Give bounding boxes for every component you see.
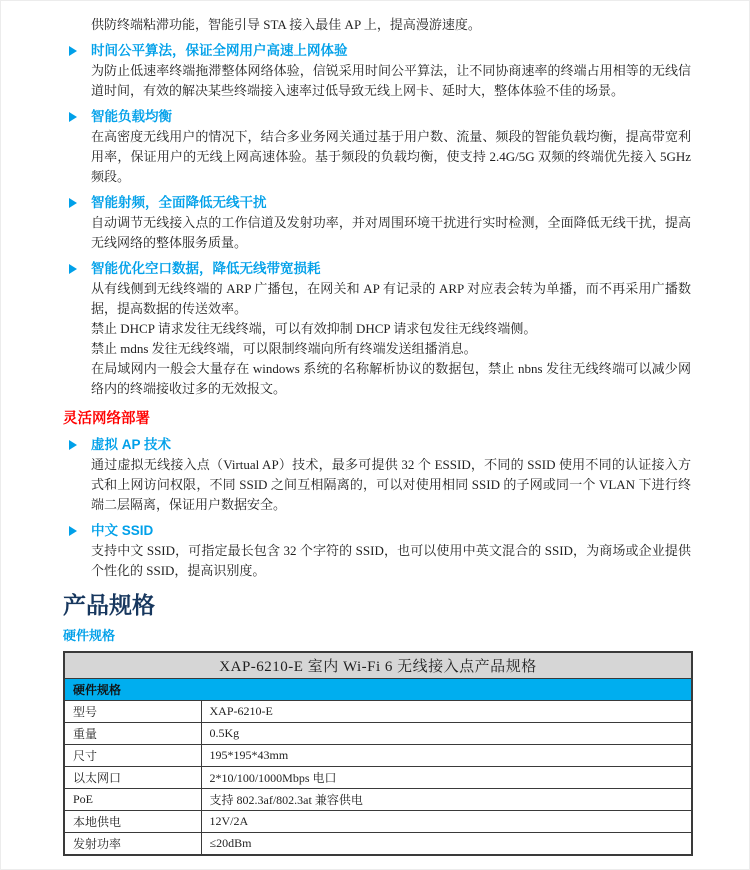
- arrow-bullet-icon: [69, 46, 77, 56]
- table-row: [64, 811, 692, 833]
- feature-heading: 中文 SSID: [91, 523, 154, 538]
- table-row: [64, 745, 692, 767]
- feature-heading: 智能射频，全面降低无线干扰: [91, 195, 267, 210]
- spec-label: 型号: [64, 701, 201, 723]
- feature-body: [63, 541, 691, 581]
- intro-paragraph-block: [63, 15, 691, 35]
- feature-heading: 智能优化空口数据，降低无线带宽损耗: [91, 261, 321, 276]
- feature-body: [63, 279, 691, 399]
- document-content: [1, 1, 749, 856]
- feature-heading: 虚拟 AP 技术: [91, 437, 172, 452]
- subsection-title-hardware-specs: 硬件规格: [63, 628, 116, 643]
- table-section-header: 硬件规格: [64, 679, 692, 701]
- spec-label: 以太网口: [64, 767, 201, 789]
- spec-value: 0.5Kg: [201, 723, 692, 745]
- feature-heading-row: [69, 521, 691, 541]
- feature-body: [63, 127, 691, 187]
- spec-label: PoE: [64, 789, 201, 811]
- table-row: [64, 833, 692, 856]
- feature-body: [63, 455, 691, 515]
- section-title-flexible-deployment: 灵活网络部署: [63, 411, 150, 427]
- spec-value: XAP-6210-E: [201, 701, 692, 723]
- feature-body: [63, 213, 691, 253]
- arrow-bullet-icon: [69, 112, 77, 122]
- table-row: [64, 789, 692, 811]
- table-title: XAP-6210-E 室内 Wi-Fi 6 无线接入点产品规格: [64, 652, 692, 679]
- feature-section: [63, 41, 691, 101]
- table-row: [64, 723, 692, 745]
- feature-paragraph: 禁止 mdns 发往无线终端，可以限制终端向所有终端发送组播消息。: [91, 341, 477, 356]
- feature-section: [63, 193, 691, 253]
- table-row: [64, 701, 692, 723]
- spec-value: 195*195*43mm: [201, 745, 692, 767]
- arrow-bullet-icon: [69, 526, 77, 536]
- intro-paragraph: 供防终端粘滞功能，智能引导 STA 接入最佳 AP 上，提高漫游速度。: [91, 17, 481, 32]
- feature-body: [63, 61, 691, 101]
- spec-value: 2*10/100/1000Mbps 电口: [201, 767, 692, 789]
- table-row: [64, 767, 692, 789]
- spec-label: 重量: [64, 723, 201, 745]
- arrow-bullet-icon: [69, 198, 77, 208]
- feature-section: [63, 259, 691, 399]
- feature-paragraph: 通过虚拟无线接入点（Virtual AP）技术，最多可提供 32 个 ESSID，不同的 SSID 使用不同的认证接入方式和上网访问权限，不同 SSID 之间互相隔离的，可以对使用相同 SSID 的子网或同一个 VLAN 下进行终端二层隔离，保证用户数据安全。: [91, 457, 691, 512]
- feature-section: [63, 107, 691, 187]
- table-section-row: [64, 679, 692, 701]
- feature-paragraph: 支持中文 SSID，可指定最长包含 32 个字符的 SSID，也可以使用中英文混合的 SSID，为商场或企业提供个性化的 SSID，提高识别度。: [91, 543, 691, 578]
- feature-paragraph: 禁止 DHCP 请求发往无线终端，可以有效抑制 DHCP 请求包发往无线终端侧。: [91, 321, 537, 336]
- feature-section: [63, 435, 691, 515]
- table-title-row: [64, 652, 692, 679]
- feature-heading: 智能负载均衡: [91, 109, 172, 124]
- hardware-specs-table: [63, 651, 693, 856]
- spec-label: 发射功率: [64, 833, 201, 856]
- feature-heading-row: [69, 435, 691, 455]
- arrow-bullet-icon: [69, 264, 77, 274]
- spec-value: 支持 802.3af/802.3at 兼容供电: [201, 789, 692, 811]
- feature-paragraph: 为防止低速率终端拖滞整体网络体验，信锐采用时间公平算法，让不同协商速率的终端占用相等的无线信道时间，有效的解决某些终端接入速率过低导致无线上网卡、延时大，整体体验不佳的场景。: [91, 63, 691, 98]
- feature-paragraph: 在高密度无线用户的情况下，结合多业务网关通过基于用户数、流量、频段的智能负载均衡，提高带宽利用率，保证用户的无线上网高速体验。基于频段的负载均衡，使支持 2.4G/5G 双频的终端优先接入 5GHz 频段。: [91, 129, 691, 184]
- spec-value: 12V/2A: [201, 811, 692, 833]
- feature-paragraph: 在局域网内一般会大量存在 windows 系统的名称解析协议的数据包，禁止 nbns 发往无线终端可以减少网络内的终端接收过多的无效报文。: [91, 361, 691, 396]
- feature-heading: 时间公平算法，保证全网用户高速上网体验: [91, 43, 348, 58]
- feature-paragraph: 从有线侧到无线终端的 ARP 广播包，在网关和 AP 有记录的 ARP 对应表会转为单播，而不再采用广播数据，提高数据的传送效率。: [91, 281, 691, 316]
- spec-label: 本地供电: [64, 811, 201, 833]
- arrow-bullet-icon: [69, 440, 77, 450]
- feature-section: [63, 521, 691, 581]
- feature-heading-row: [69, 41, 691, 61]
- spec-value: ≤20dBm: [201, 833, 692, 856]
- feature-heading-row: [69, 107, 691, 127]
- feature-heading-row: [69, 259, 691, 279]
- feature-paragraph: 自动调节无线接入点的工作信道及发射功率，并对周围环境干扰进行实时检测，全面降低无线干扰，提高无线网络的整体服务质量。: [91, 215, 691, 250]
- feature-heading-row: [69, 193, 691, 213]
- page-title-product-specs: 产品规格: [63, 592, 155, 618]
- spec-label: 尺寸: [64, 745, 201, 767]
